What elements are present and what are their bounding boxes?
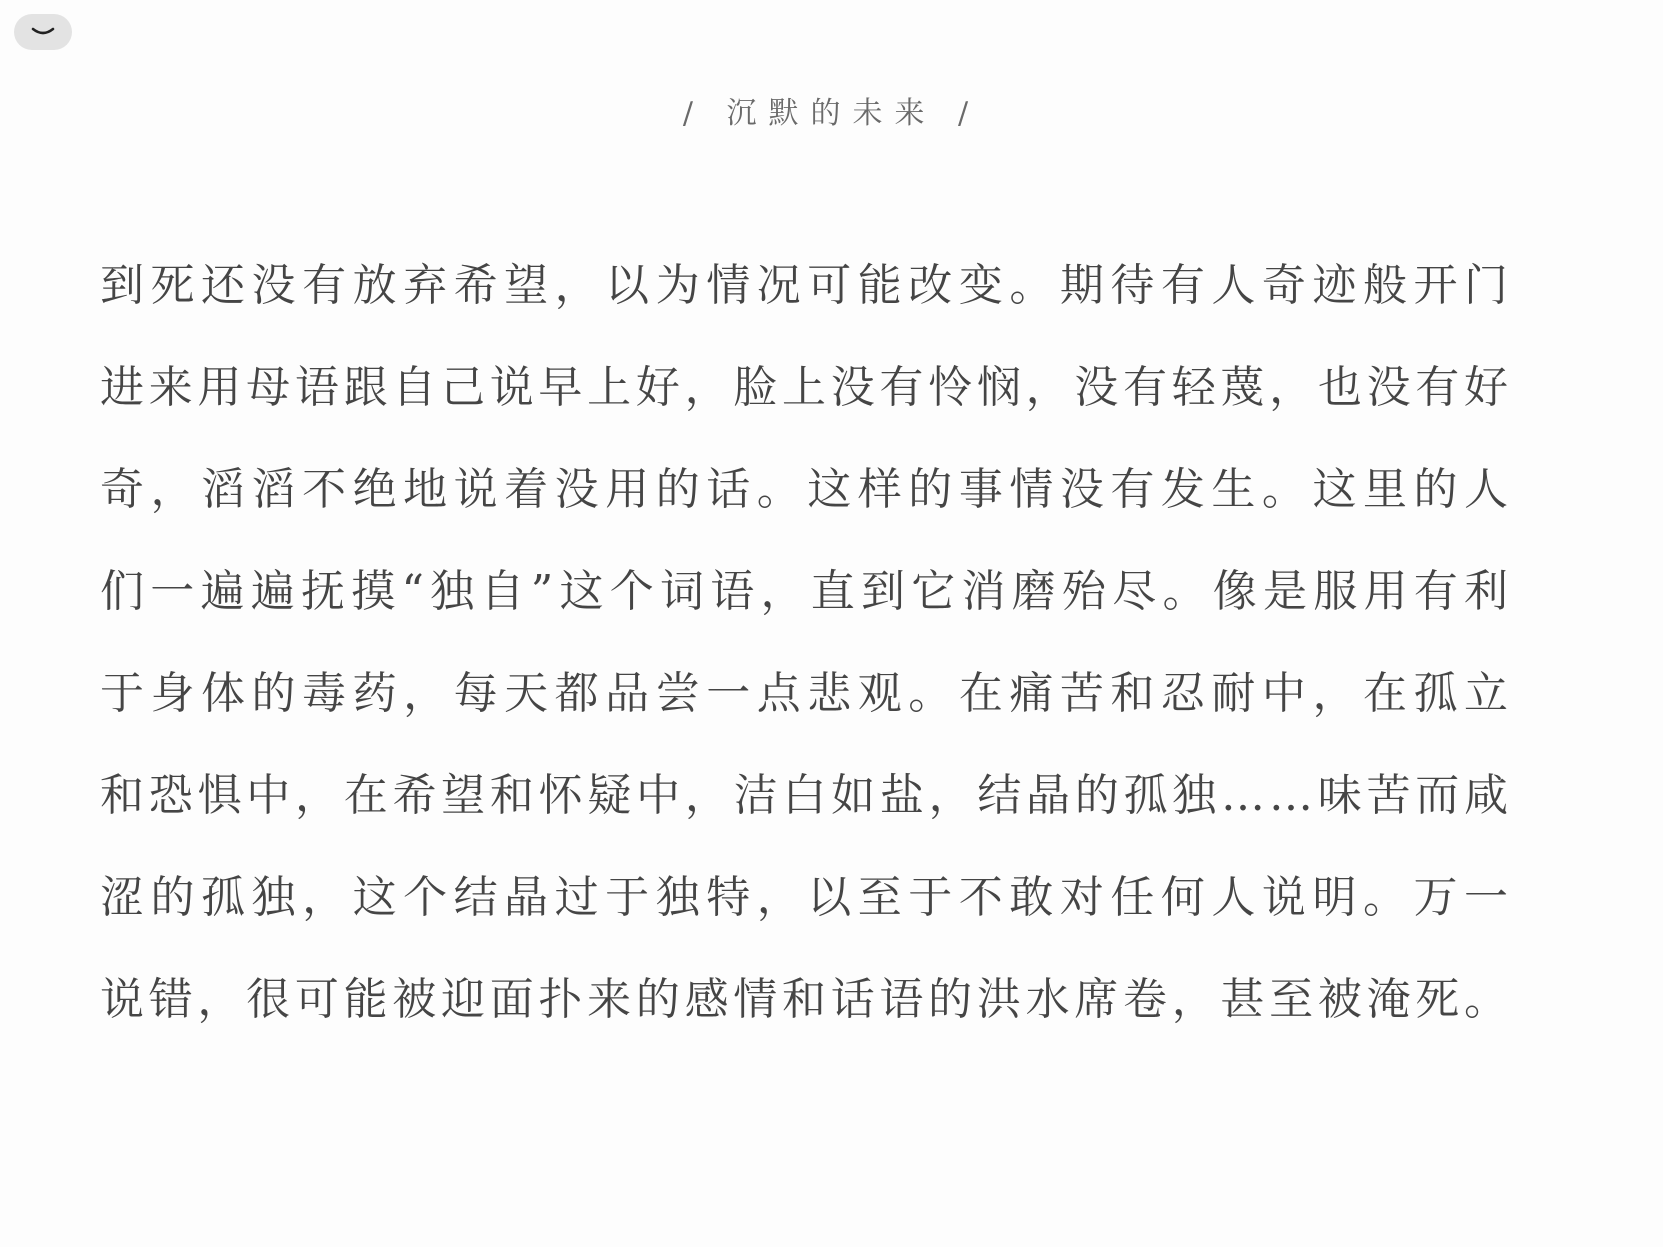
body-text xyxy=(100,244,1512,1060)
text-line: 进来用母语跟自己说早上好，脸上没有怜悯，没有轻蔑，也没有好 xyxy=(100,362,1512,413)
text-line: 奇，滔滔不绝地说着没用的话。这样的事情没有发生。这里的人 xyxy=(100,464,1512,515)
text-line: 说错，很可能被迎面扑来的感情和话语的洪水席卷，甚至被淹死。 xyxy=(100,974,1512,1025)
text-line: 和恐惧中，在希望和怀疑中，洁白如盐，结晶的孤独……味苦而咸 xyxy=(100,770,1512,821)
collapse-button[interactable] xyxy=(14,14,72,50)
text-line: 们一遍遍抚摸“独自”这个词语，直到它消磨殆尽。像是服用有利 xyxy=(100,566,1512,617)
text-line: 涩的孤独，这个结晶过于独特，以至于不敢对任何人说明。万一 xyxy=(100,872,1512,923)
text-line: 到死还没有放弃希望，以为情况可能改变。期待有人奇迹般开门 xyxy=(100,260,1512,311)
chevron-down-icon xyxy=(30,26,56,38)
running-header-title: / 沉默的未来 / xyxy=(682,96,981,131)
text-line: 于身体的毒药，每天都品尝一点悲观。在痛苦和忍耐中，在孤立 xyxy=(100,668,1512,719)
